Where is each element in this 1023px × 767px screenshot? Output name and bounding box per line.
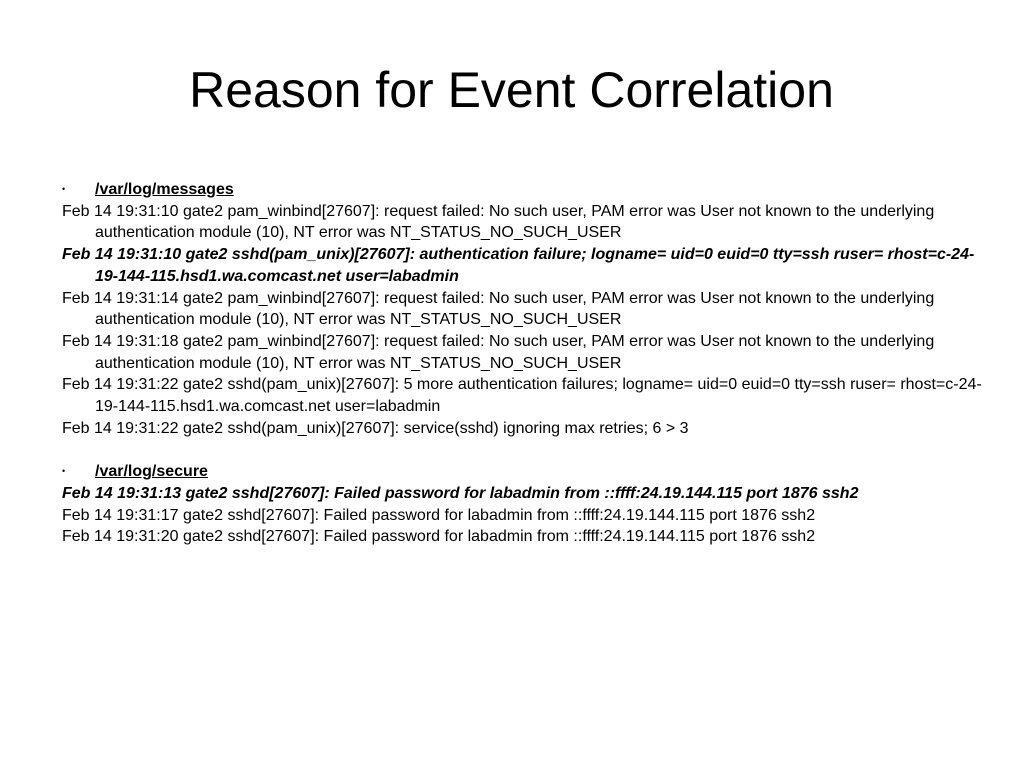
bullet-icon: • bbox=[62, 466, 66, 477]
log-line: Feb 14 19:31:14 gate2 pam_winbind[27607]: request failed: No such user, PAM error was User not known to the underlying authentication module (10), NT error was NT_STATUS_NO_SUCH_USER bbox=[62, 289, 935, 329]
log-line: Feb 14 19:31:22 gate2 sshd(pam_unix)[27607]: service(sshd) ignoring max retries; 6 > 3 bbox=[62, 419, 689, 437]
log-heading-secure bbox=[62, 461, 982, 483]
log-line-highlight: Feb 14 19:31:10 gate2 sshd(pam_unix)[27607]: authentication failure; logname= uid=0 euid=0 tty=ssh ruser= rhost=c-24-19-144-115.hsd1.wa.comcast.net user=labadmin bbox=[62, 246, 975, 285]
log-line-highlight: Feb 14 19:31:13 gate2 sshd[27607]: Failed password for labadmin from ::ffff:24.19.144.115 port 1876 ssh2 bbox=[62, 484, 859, 502]
log-heading-label: /var/log/secure bbox=[95, 463, 208, 481]
log-line: Feb 14 19:31:18 gate2 pam_winbind[27607]: request failed: No such user, PAM error was User not known to the underlying authentication module (10), NT error was NT_STATUS_NO_SUCH_USER bbox=[62, 332, 935, 372]
log-heading-label: /var/log/messages bbox=[95, 181, 234, 198]
log-section-messages bbox=[62, 179, 982, 439]
log-line: Feb 14 19:31:22 gate2 sshd(pam_unix)[27607]: 5 more authentication failures; logname= uid=0 euid=0 tty=ssh ruser= rhost=c-24-19-144-115.hsd1.wa.comcast.net user=labadmin bbox=[62, 376, 982, 416]
bullet-icon: • bbox=[62, 184, 66, 194]
log-section-secure bbox=[62, 461, 982, 548]
slide-content bbox=[62, 179, 982, 570]
slide-title: Reason for Event Correlation bbox=[189, 62, 834, 118]
log-line: Feb 14 19:31:17 gate2 sshd[27607]: Failed password for labadmin from ::ffff:24.19.144.115 port 1876 ssh2 bbox=[62, 506, 816, 524]
log-line: Feb 14 19:31:20 gate2 sshd[27607]: Failed password for labadmin from ::ffff:24.19.144.115 port 1876 ssh2 bbox=[62, 528, 816, 546]
log-heading-messages bbox=[62, 179, 982, 201]
log-line: Feb 14 19:31:10 gate2 pam_winbind[27607]: request failed: No such user, PAM error was User not known to the underlying authentication module (10), NT error was NT_STATUS_NO_SUCH_USER bbox=[62, 202, 935, 242]
